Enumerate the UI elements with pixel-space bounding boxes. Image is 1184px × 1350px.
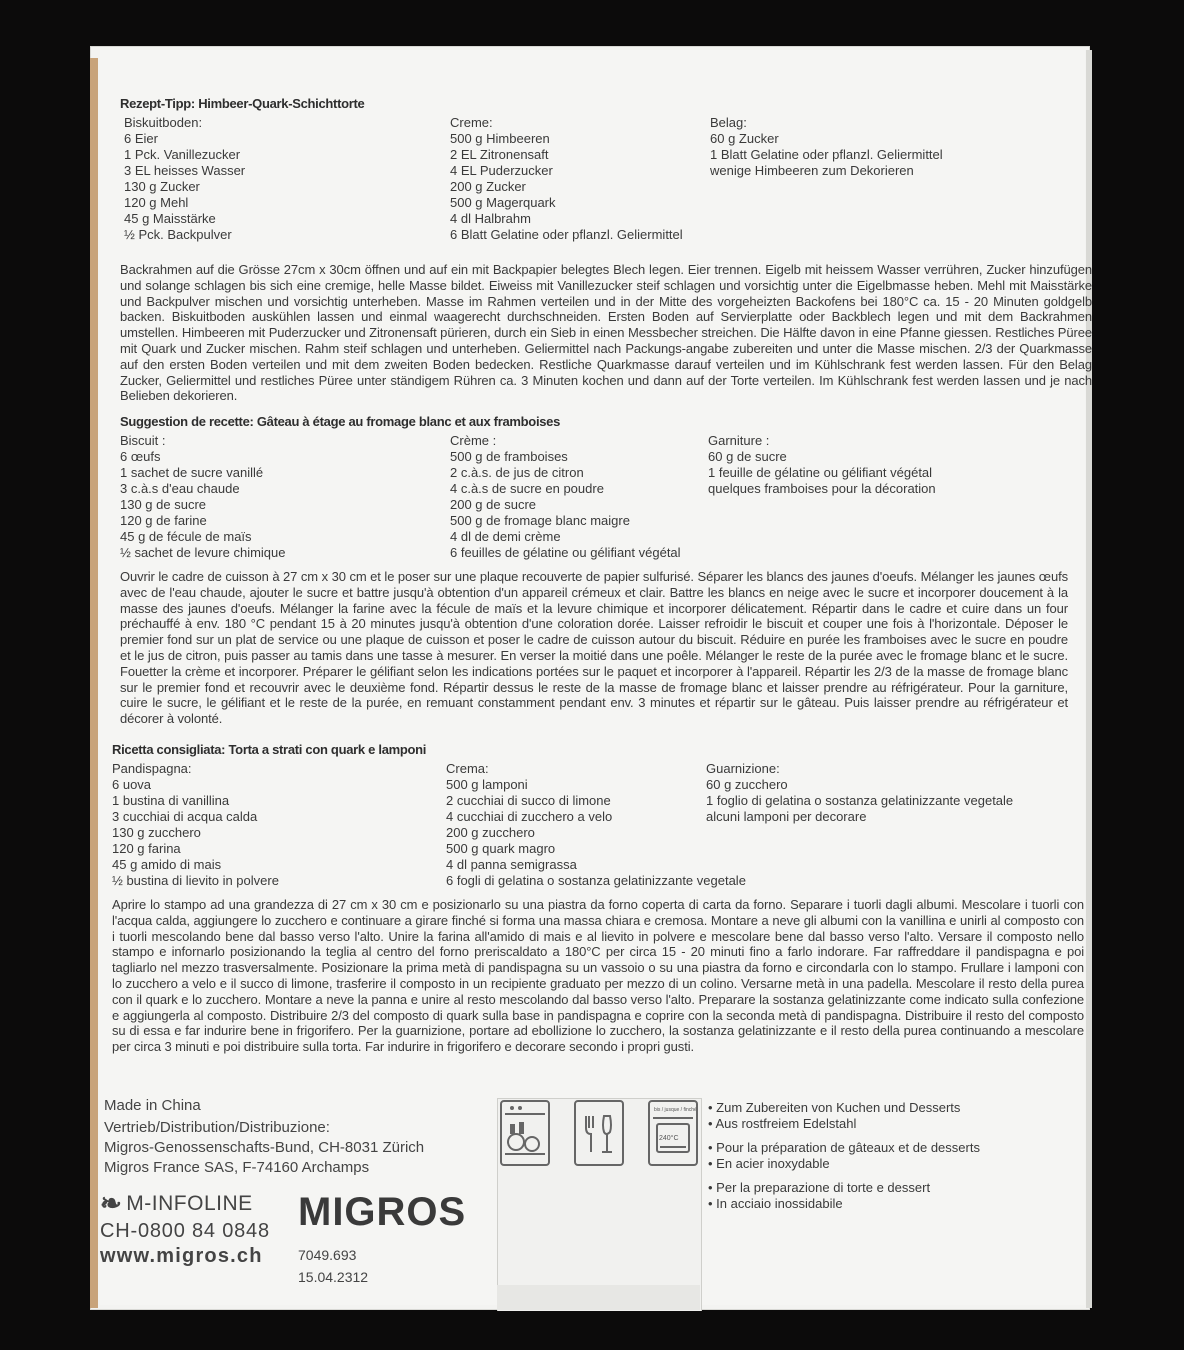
ingredients-col-2 (450, 115, 683, 243)
ingredient: 2 c.à.s. de jus de citron (450, 465, 584, 480)
ingredient: 500 g quark magro (446, 841, 556, 856)
feature-item: • In acciaio inossidabile (708, 1196, 843, 1211)
ingredients-col-1 (124, 115, 245, 243)
ingredient: Biscuit : (120, 433, 166, 448)
manufacturer-info (104, 1096, 424, 1178)
ingredient: 60 g de sucre (708, 449, 787, 464)
batch-number: 15.04.2312 (298, 1269, 369, 1285)
distributor-ch: Migros-Genossenschafts-Bund, CH-8031 Zürich (104, 1139, 425, 1156)
usage-icons (500, 1100, 698, 1166)
ingredient: 120 g farina (112, 841, 181, 856)
ingredients-col-1 (120, 433, 285, 561)
recipe-it (112, 742, 1084, 1055)
ingredient: alcuni lamponi per decorare (706, 809, 867, 824)
oven-label-text: bis / jusque / finché (654, 1107, 696, 1113)
ingredient: 200 g Zucker (450, 179, 526, 194)
ingredient: 500 g de framboises (450, 449, 568, 464)
ingredient: 1 foglio di gelatina o sostanza gelatinizzante vegetale (706, 793, 1014, 808)
ingredient: 45 g Maisstärke (124, 211, 216, 226)
ingredients-col-3 (708, 433, 936, 497)
ingredient: 500 g Himbeeren (450, 131, 550, 146)
article-number: 7049.693 (298, 1247, 357, 1263)
migros-m-logo-icon: ❧ (100, 1188, 123, 1218)
ingredient: 3 EL heisses Wasser (124, 163, 246, 178)
ingredient: 4 dl Halbrahm (450, 211, 531, 226)
recipe-de-instructions: Backrahmen auf die Grösse 27cm x 30cm öffnen und auf ein mit Backpapier belegtes Blech legen. Eier trennen. Eigelb mit heissem Wasser verrühren, Zucker hinzufügen und solange schlagen bis sich eine cremige, helle Masse bildet. Eiweiss mit Vanillezucker steif schlagen und vorsichtig unter die Eigelbmasse heben. Mehl mit Maisstärke und Backpulver mischen und vorsichtig unterheben. Masse im Rahmen verteilen und in der Mitte des vorgeheizten Backofens bei 180°C ca. 15 - 20 Minuten goldgelb backen. Biskuitboden auskühlen lassen und einmal waagerecht durchschneiden. Ersten Boden auf Servierplatte oder Backblech legen und mit dem Backrahmen umstellen. Himbeeren mit Puderzucker und Zitronensaft pürieren, durch ein Sieb in einen Messbecher streichen. Die Hälfte davon in eine Pfanne giessen. Restliches Püree mit Quark und Zucker mischen. Rahm steif schlagen und unterheben. Geliermittel nach Packungs-angabe zubereiten und unter die Masse mischen. 2/3 der Quarkmasse auf den ersten Boden verteilen und mit dem zweiten Boden bedecken. Restliche Quarkmasse darauf verteilen und im Kühlschrank fest werden lassen. Für den Belag Zucker, Geliermittel und restliches Püree unter ständigem Rühren ca. 3 Minuten kochen und dann auf der Torte verteilen. Im Kühlschrank fest werden lassen und je nach Belieben dekorieren. (120, 262, 1092, 404)
ingredients-col-3 (706, 761, 1013, 825)
ingredients-col-1 (112, 761, 279, 889)
ingredient: ½ sachet de levure chimique (120, 545, 286, 560)
box-edge-right (1086, 50, 1092, 1308)
infoline-label: M-INFOLINE (126, 1191, 253, 1215)
oven-temp-text: 240°C (659, 1135, 679, 1142)
ingredient: ½ bustina di lievito in polvere (112, 873, 279, 888)
ingredients-col-2 (450, 433, 681, 561)
ingredient: 6 fogli di gelatina o sostanza gelatinizzante vegetale (446, 873, 746, 888)
ingredient: ½ Pck. Backpulver (124, 227, 232, 242)
ingredient: 500 g de fromage blanc maigre (450, 513, 630, 528)
product-features (708, 1100, 980, 1220)
ingredient: Creme: (450, 115, 493, 130)
ingredient: 4 dl de demi crème (450, 529, 561, 544)
ingredient: Guarnizione: (706, 761, 780, 776)
ingredient: Pandispagna: (112, 761, 192, 776)
features-de (708, 1100, 980, 1132)
website-link: www.migros.ch (100, 1245, 263, 1267)
ingredient: 200 g zucchero (446, 825, 535, 840)
recipe-it-heading: Ricetta consigliata: Torta a strati con quark e lamponi (112, 742, 427, 757)
ingredient: 6 uova (112, 777, 152, 792)
ingredient: 130 g Zucker (124, 179, 200, 194)
oven-icon (648, 1100, 698, 1166)
ingredient: 1 sachet de sucre vanillé (120, 465, 264, 480)
ingredient: 4 c.à.s de sucre en poudre (450, 481, 604, 496)
ingredient: 500 g Magerquark (450, 195, 556, 210)
ingredient: 60 g Zucker (710, 131, 779, 146)
ingredient: wenige Himbeeren zum Dekorieren (710, 163, 914, 178)
feature-item: • Per la preparazione di torte e dessert (708, 1180, 931, 1195)
ingredient: 1 Blatt Gelatine oder pflanzl. Geliermittel (710, 147, 943, 162)
feature-item: • Zum Zubereiten von Kuchen und Desserts (708, 1100, 961, 1115)
recipe-fr-heading: Suggestion de recette: Gâteau à étage au fromage blanc et aux framboises (120, 414, 561, 429)
ingredient: 6 Blatt Gelatine oder pflanzl. Geliermittel (450, 227, 683, 242)
ingredient: quelques framboises pour la décoration (708, 481, 936, 496)
food-safe-icon (574, 1100, 624, 1166)
recipe-it-ingredients (112, 761, 1072, 893)
ingredient: 120 g de farine (120, 513, 207, 528)
ingredient: 2 EL Zitronensaft (450, 147, 549, 162)
feature-item: • Pour la préparation de gâteaux et de desserts (708, 1140, 980, 1155)
ingredient: Crema: (446, 761, 489, 776)
ingredient: 200 g de sucre (450, 497, 537, 512)
infoline-phone: CH-0800 84 0848 (100, 1220, 270, 1242)
ingredient: 500 g lamponi (446, 777, 528, 792)
box-flap-bottom (497, 1285, 700, 1310)
recipe-de-heading: Rezept-Tipp: Himbeer-Quark-Schichttorte (120, 96, 365, 111)
distributor-fr: Migros France SAS, F-74160 Archamps (104, 1159, 370, 1176)
made-in: Made in China (104, 1097, 201, 1114)
box-edge-left (90, 58, 98, 1308)
ingredients-col-3 (710, 115, 943, 179)
recipe-de (120, 96, 1092, 404)
recipe-fr-instructions: Ouvrir le cadre de cuisson à 27 cm x 30 cm et le poser sur une plaque recouverte de papier sulfurisé. Séparer les blancs des jaunes d'oeufs. Mélanger les jaunes œufs avec de l'eau chaude, ajouter le sucre et battre jusqu'à obtention d'un appareil crémeux et clair. Battre les blancs en neige avec le sucre et incorporer doucement à la masse des jaunes d'oeufs. Mélanger la farine avec la fécule de maïs et la levure chimique et incorporer délicatement. Répartir dans le cadre et cuire dans un four préchauffé à env. 180 °C pendant 15 à 20 minutes jusqu'à obtention d'une coloration dorée. Laisser refroidir le biscuit et couper une fois à l'horizontale. Déposer le premier fond sur un plat de service ou une plaque de cuisson et poser le cadre de cuisson autour du biscuit. Réduire en purée les framboises avec le sucre en poudre et le jus de citron, puis passer au tamis dans une tasse à mesurer. En verser la moitié dans une poêle. Mélanger le reste de la purée avec le fromage blanc et le sucre. Fouetter la crème et incorporer. Préparer le gélifiant selon les indications portées sur le paquet et incorporer à l'appareil. Répartir les 2/3 de la masse de fromage blanc sur le premier fond et recouvrir avec le deuxième fond. Répartir dessus le reste de la masse de fromage blanc et laisser prendre au réfrigérateur. Pour la garniture, cuire le sucre, le gélifiant et le reste de la purée, en remuant constamment pendant env. 3 minutes et répartir sur le gâteau. Puis laisser prendre au réfrigérateur et décorer à volonté. (120, 569, 1068, 727)
ingredient: 4 cucchiai di zucchero a velo (446, 809, 613, 824)
recipe-fr (120, 414, 1080, 727)
recipe-fr-ingredients (120, 433, 1080, 565)
ingredient: Biskuitboden: (124, 115, 203, 130)
feature-item: • En acier inoxydable (708, 1156, 830, 1171)
recipe-de-ingredients (120, 115, 1080, 258)
ingredient: 3 c.à.s d'eau chaude (120, 481, 240, 496)
ingredient: 2 cucchiai di succo di limone (446, 793, 611, 808)
ingredient: 1 bustina di vanillina (112, 793, 230, 808)
ingredient: 130 g de sucre (120, 497, 207, 512)
feature-item: • Aus rostfreiem Edelstahl (708, 1116, 857, 1131)
features-it (708, 1180, 980, 1212)
infoline-row (100, 1188, 270, 1219)
product-codes (298, 1244, 368, 1288)
ingredient: 3 cucchiai di acqua calda (112, 809, 258, 824)
ingredient: 60 g zucchero (706, 777, 788, 792)
ingredient: 4 EL Puderzucker (450, 163, 553, 178)
ingredient: 6 Eier (124, 131, 158, 146)
infoline-block (100, 1188, 270, 1268)
ingredient: 1 feuille de gélatine ou gélifiant végétal (708, 465, 933, 480)
ingredient: 45 g de fécule de maïs (120, 529, 252, 544)
ingredient: 6 œufs (120, 449, 161, 464)
brand-logo: MIGROS (298, 1190, 467, 1234)
ingredient: Garniture : (708, 433, 770, 448)
dishwasher-icon (500, 1100, 550, 1166)
ingredient: Crème : (450, 433, 497, 448)
ingredient: Belag: (710, 115, 747, 130)
ingredient: 4 dl panna semigrassa (446, 857, 577, 872)
ingredient: 45 g amido di mais (112, 857, 222, 872)
ingredient: 6 feuilles de gélatine ou gélifiant végétal (450, 545, 681, 560)
ingredient: 130 g zucchero (112, 825, 201, 840)
ingredients-col-2 (446, 761, 746, 889)
ingredient: 120 g Mehl (124, 195, 189, 210)
distribution-label: Vertrieb/Distribution/Distribuzione: (104, 1119, 330, 1136)
features-fr (708, 1140, 980, 1172)
ingredient: 1 Pck. Vanillezucker (124, 147, 241, 162)
recipe-it-instructions: Aprire lo stampo ad una grandezza di 27 cm x 30 cm e posizionarlo su una piastra da forno coperta di carta da forno. Separare i tuorli dagli albumi. Mescolare i tuorli con l'acqua calda, aggiungere lo zucchero e continuare a girare finché si forma una massa chiara e cremosa. Montare a neve gli albumi con la vanillina e unirli al composto con i tuorli mescolando bene dal basso verso l'alto. Unire la farina all'amido di mais e al lievito in polvere e mescolare bene dal basso verso l'alto. Versare il composto nello stampo e infornarlo posizionando la teglia al centro del forno preriscaldato a 180°C per circa 15 - 20 minuti fino a farlo indorare. Far raffreddare il pandispagna e poi tagliarlo nel mezzo trasversalmente. Posizionare la prima metà di pandispagna su un vassoio o su una piastra da forno e circondarla con lo stampo. Frullare i lamponi con lo zucchero a velo e il succo di limone, trasferire il composto in un recipiente graduato per mezzo di un colino. Versarne metà in una padella. Mescolare il resto della purea con il quark e lo zucchero. Montare a neve la panna e unire al resto mescolando dal basso verso l'alto. Preparare la sostanza gelatinizzante come indicato sulla confezione e aggiungerla al composto. Distribuire 2/3 del composto di quark sulla base in pandispagna e coprire con la seconda metà di pandispagna. Distribuire il resto del composto su di essa e far indurire bene in frigorifero. Per la guarnizione, portare ad ebollizione lo zucchero, la sostanza gelatinizzante e il resto della purea continuando a mescolare per circa 3 minuti e poi distribuire sulla torta. Far indurire in frigorifero e decorare secondo i propri gusti. (112, 897, 1084, 1055)
